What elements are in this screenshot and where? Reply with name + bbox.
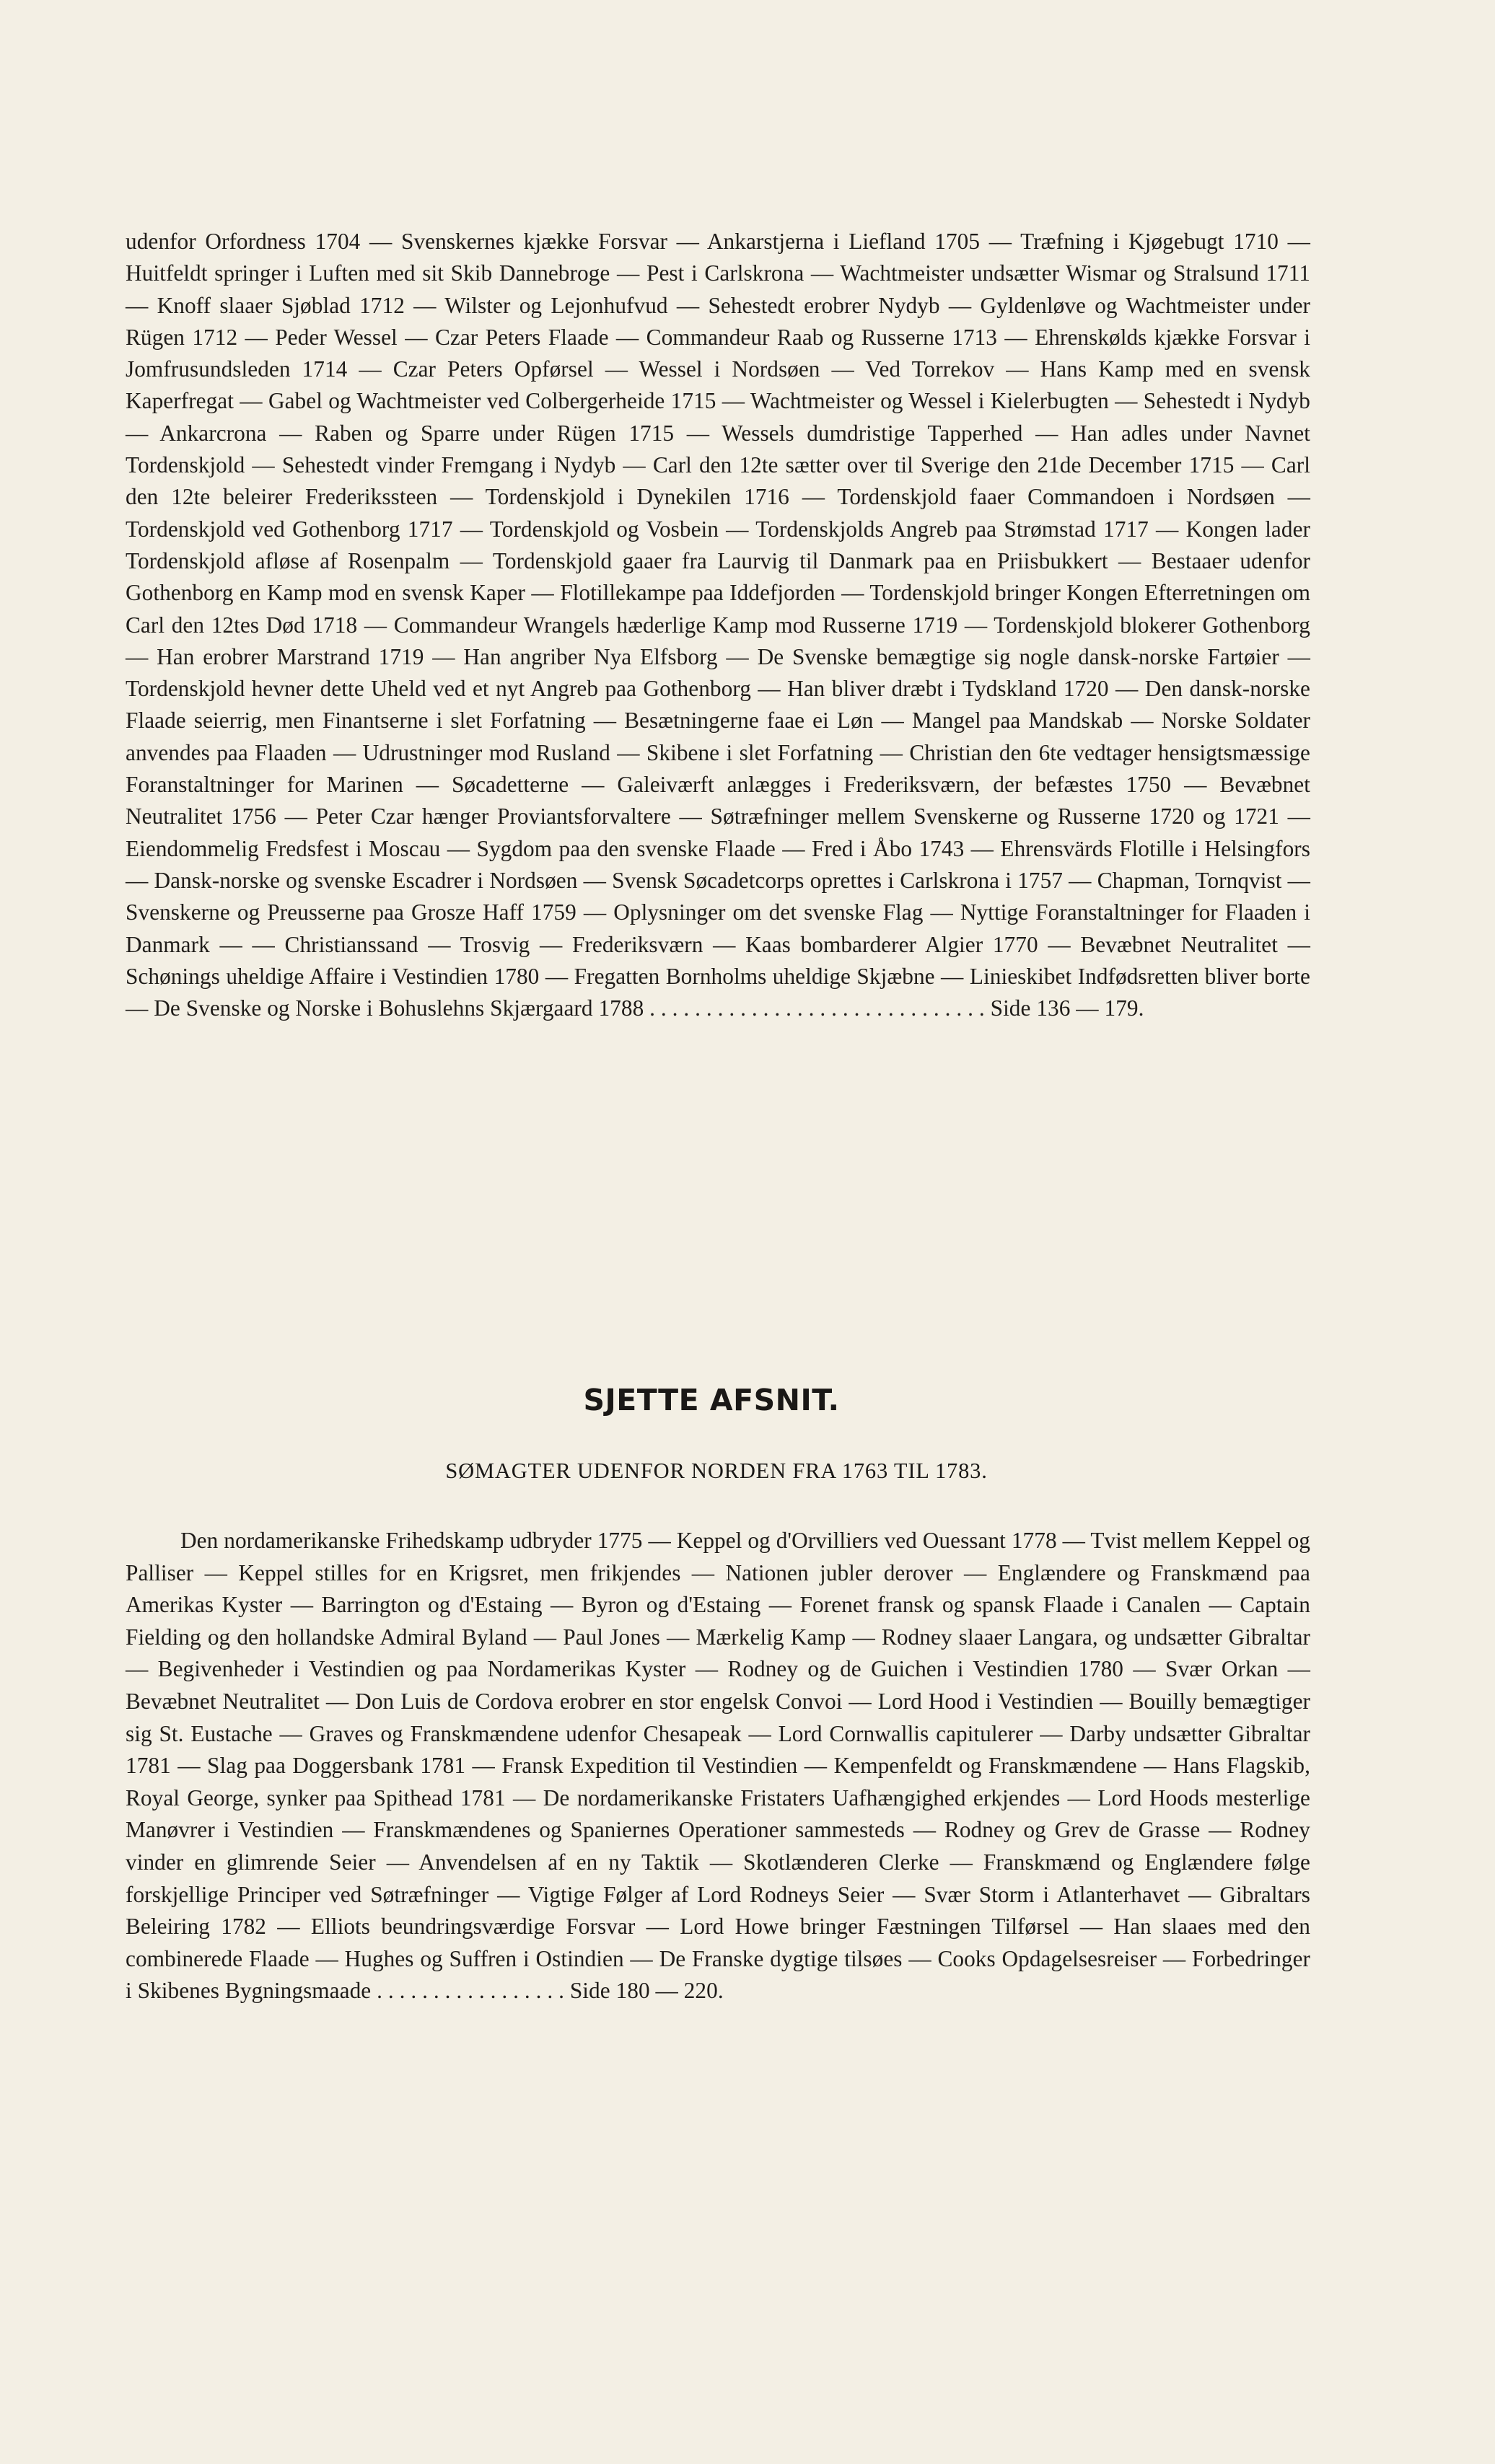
toc-entry-text: udenfor Orfordness 1704 — Svenskernes kjække Forsvar — Ankarstjerna i Liefland 1705 — Træfning i Kjøgebugt 1710 — Huitfeldt springer i Luften med sit Skib Dannebroge — Pest i Carlskrona — Wachtmeister undsætter Wismar og Stralsund 1711 — Knoff slaaer Sjøblad 1712 — Wilster og Lejonhufvud — Sehestedt erobrer Nydyb — Gyldenløve og Wachtmeister under Rügen 1712 — Peder Wessel — Czar Peters Flaade — Commandeur Raab og Russerne 1713 — Ehrenskølds kjække Forsvar i Jomfrusundsleden 1714 — Czar Peters Opførsel — Wessel i Nordsøen — Ved Torrekov — Hans Kamp med en svensk Kaperfregat — Gabel og Wachtmeister ved Colbergerheide 1715 — Wachtmeister og Wessel i Kielerbugten — Sehestedt i Nydyb — Ankarcrona — Raben og Sparre under Rügen 1715 — Wessels dumdristige Tapperhed — Han adles under Navnet Tordenskjold — Sehestedt vinder Fremgang i Nydyb — Carl den 12te sætter over til Sverige den 21de December 1715 — Carl den 12te beleirer Frederikssteen — Tordenskjold i Dynekilen 1716 — Tordenskjold faaer Commandoen i Nordsøen — Tordenskjold ved Gothenborg 1717 — Tordenskjold og Vosbein — Tordenskjolds Angreb paa Strømstad 1717 — Kongen lader Tordenskjold afløse af Rosenpalm — Tordenskjold gaaer fra Laurvig til Danmark paa en Priisbukkert — Bestaaer udenfor Gothenborg en Kamp mod en svensk Kaper — Flotillekampe paa Iddefjorden — Tordenskjold bringer Kongen Efterretningen om Carl den 12tes Død 1718 — Commandeur Wrangels hæderlige Kamp mod Russerne 1719 — Tordenskjold blokerer Gothenborg — Han erobrer Marstrand 1719 — Han angriber Nya Elfsborg — De Svenske bemægtige sig nogle dansk-norske Fartøier — Tordenskjold hevner dette Uheld ved et nyt Angreb paa Gothenborg — Han bliver dræbt i Tydskland 1720 — Den dansk-norske Flaade seierrig, men Finantserne i slet Forfatning — Besætningerne faae ei Løn — Mangel paa Mandskab — Norske Soldater anvendes paa Flaaden — Udrustninger mod Rusland — Skibene i slet Forfatning — Christian den 6te vedtager hensigtsmæssige Foranstaltninger for Marinen — Søcadetterne — Galeiværft anlægges i Frederiksværn, der befæstes 1750 — Bevæbnet Neutralitet 1756 — Peter Czar hænger Proviantsforvaltere — Søtræfninger mellem Svenskerne og Russerne 1720 og 1721 — Eiendommelig Fredsfest i Moscau — Sygdom paa den svenske Flaade — Fred i Åbo 1743 — Ehrensvärds Flotille i Helsingfors — Dansk-norske og svenske Escadrer i Nordsøen — Svensk Søcadetcorps oprettes i Carlskrona i 1757 — Chapman, Tornqvist — Svenskerne og Preusserne paa Grosze Haff 1759 — Oplysninger om det svenske Flag — Nyttige Foranstaltninger for Flaaden i Danmark — — Christianssand — Trosvig — Frederiksværn — Kaas bombarderer Algier 1770 — Bevæbnet Neutralitet — Schønings uheldige Affaire i Vestindien 1780 — Fregatten Bornholms uheldige Skjæbne — Linieskibet Indfødsretten bliver borte — De Svenske og Norske i Bohuslehns Skjærgaard 1788 bbox=[126, 229, 1310, 1021]
toc-entry-section-5-continued bbox=[126, 226, 1310, 1024]
toc-leader-dots: . . . . . . . . . . . . . . . . . bbox=[371, 1978, 570, 2004]
toc-entry-section-6 bbox=[126, 1525, 1310, 2007]
toc-page-reference: Side 180 — 220. bbox=[569, 1978, 724, 2004]
toc-leader-dots: . . . . . . . . . . . . . . . . . . . . . . . . . . . . . . bbox=[644, 995, 991, 1021]
toc-entry-text: Den nordamerikanske Frihedskamp udbryder 1775 — Keppel og d'Orvilliers ved Ouessant 1778 — Tvist mellem Keppel og Palliser — Keppel stilles for en Krigsret, men frikjendes — Nationen jubler derover — Englændere og Franskmænd paa Amerikas Kyster — Barrington og d'Estaing — Byron og d'Estaing — Forenet fransk og spansk Flaade i Canalen — Captain Fielding og den hollandske Admiral Byland — Paul Jones — Mærkelig Kamp — Rodney slaaer Langara, og undsætter Gibraltar — Begivenheder i Vestindien og paa Nordamerikas Kyster — Rodney og de Guichen i Vestindien 1780 — Svær Orkan — Bevæbnet Neutralitet — Don Luis de Cordova erobrer en stor engelsk Convoi — Lord Hood i Vestindien — Bouilly bemægtiger sig St. Eustache — Graves og Franskmændene udenfor Chesapeak — Lord Cornwallis capitulerer — Darby undsætter Gibraltar 1781 — Slag paa Doggersbank 1781 — Fransk Expedition til Vestindien — Kempenfeldt og Franskmændene — Hans Flagskib, Royal George, synker paa Spithead 1781 — De nordamerikanske Fristaters Uafhængighed erkjendes — Lord Hoods mesterlige Manøvrer i Vestindien — Franskmændenes og Spaniernes Operationer sammesteds — Rodney og Grev de Grasse — Rodney vinder en glimrende Seier — Anvendelsen af en ny Taktik — Skotlænderen Clerke — Franskmænd og Englændere følge forskjellige Principer ved Søtræfninger — Vigtige Følger af Lord Rodneys Seier — Svær Storm i Atlanterhavet — Gibraltars Beleiring 1782 — Elliots beundringsværdige Forsvar — Lord Howe bringer Fæstningen Tilførsel — Han slaaes med den combinerede Flaade — Hughes og Suffren i Ostindien — De Franske dygtige tilsøes — Cooks Opdagelsesreiser — Forbedringer i Skibenes Bygningsmaade bbox=[126, 1528, 1310, 2004]
section-subtitle: SØMAGTER UDENFOR NORDEN FRA 1763 TIL 1783. bbox=[445, 1458, 988, 1483]
section-heading: SJETTE AFSNIT. bbox=[583, 1383, 840, 1417]
toc-page-reference: Side 136 — 179. bbox=[990, 995, 1144, 1021]
